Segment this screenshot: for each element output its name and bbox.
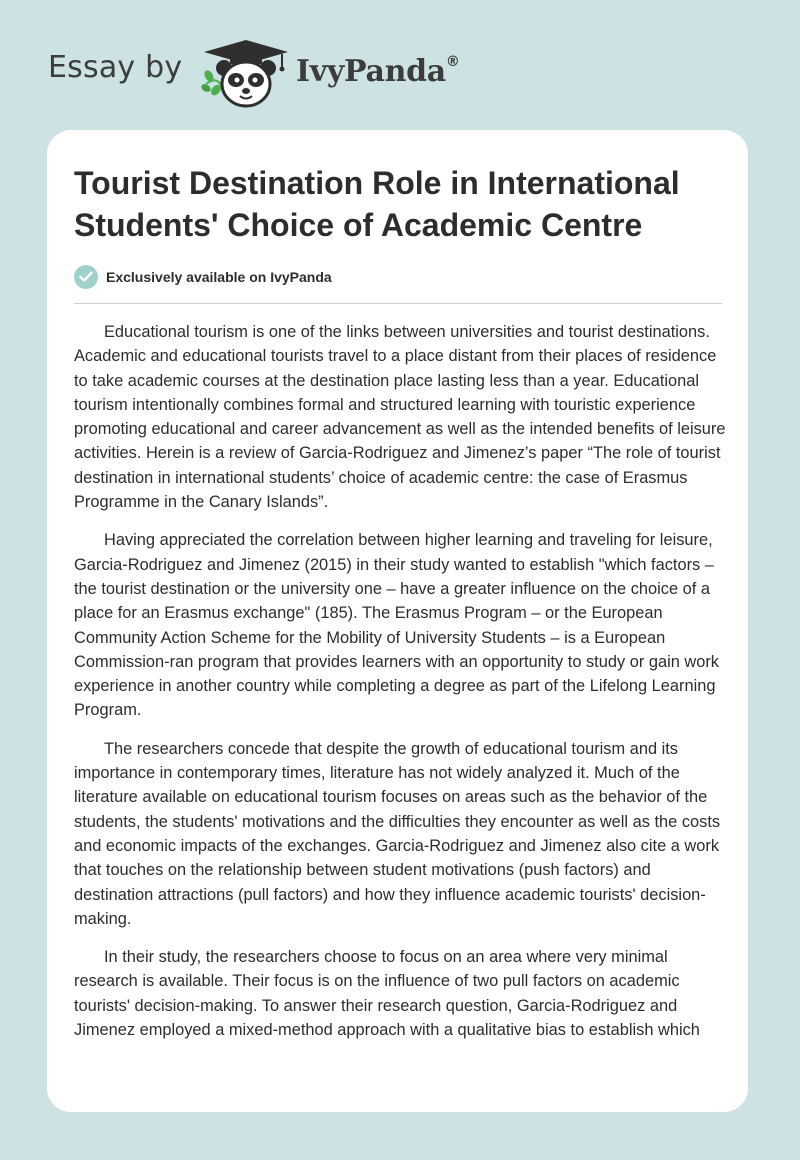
paragraph: The researchers concede that despite the growth of educational tourism and its importance in contemporary times, literature has not widely analyzed it. Much of the literature available on educational tourism focuses on areas such as the behavior of the students, the students' motivations and the difficulties they encounter as well as the costs and economic impacts of the exchanges. Garcia-Rodriguez and Jimenez also cite a work that touches on the relationship between student motivations (push factors) and destination attractions (pull factors) and how they influence academic tourists' decision-making. — [74, 739, 721, 928]
paragraph: Having appreciated the correlation between higher learning and traveling for leisure, Garcia-Rodriguez and Jimenez (2015) in their study wanted to establish "which factors – the tourist destination or the university one – have a greater influence on the choice of a place for an Erasmus exchange" (185). The Erasmus Program – or the European Community Action Scheme for the Mobility of University Students – is a European Commission-ran program that provides learners with an opportunity to study or gain work experience in another country while completing a degree as part of the Lifelong Learning Program. — [74, 531, 719, 720]
brand-name[interactable] — [296, 54, 460, 89]
paragraph: In their study, the researchers choose to focus on an area where very minimal research is available. Their focus is on the influence of two pull factors on academic tourists' decision-making. To answer their research question, Garcia-Rodriguez and Jimenez employed a mixed-method approach with a qualitative bias to establish which — [74, 948, 700, 1040]
registered-mark: ® — [445, 54, 460, 70]
check-circle-icon — [74, 265, 98, 289]
article-body — [74, 320, 726, 1056]
brand-text: IvyPanda — [296, 54, 446, 89]
divider — [74, 303, 722, 304]
paragraph: Educational tourism is one of the links between universities and tourist destinations. Academic and educational tourists travel to a place distant from their places of residence to take academic courses at the destination place lasting less than a year. Educational tourism intentionally combines formal and structured learning with touristic experience promoting educational and career advancement as well as the intended benefits of leisure activities. Herein is a review of Garcia-Rodriguez and Jimenez’s paper “The role of tourist destination in international students’ choice of academic centre: the case of Erasmus Programme in the Canary Islands”. — [74, 323, 726, 512]
panda-graduate-icon[interactable] — [200, 38, 292, 110]
article-card — [47, 130, 748, 1112]
site-header — [0, 0, 800, 130]
essay-by-label: Essay by — [48, 50, 183, 85]
exclusive-badge-label: Exclusively available on IvyPanda — [106, 269, 332, 285]
exclusive-badge — [74, 264, 332, 290]
page-title: Tourist Destination Role in International Students' Choice of Academic Centre — [74, 165, 680, 243]
